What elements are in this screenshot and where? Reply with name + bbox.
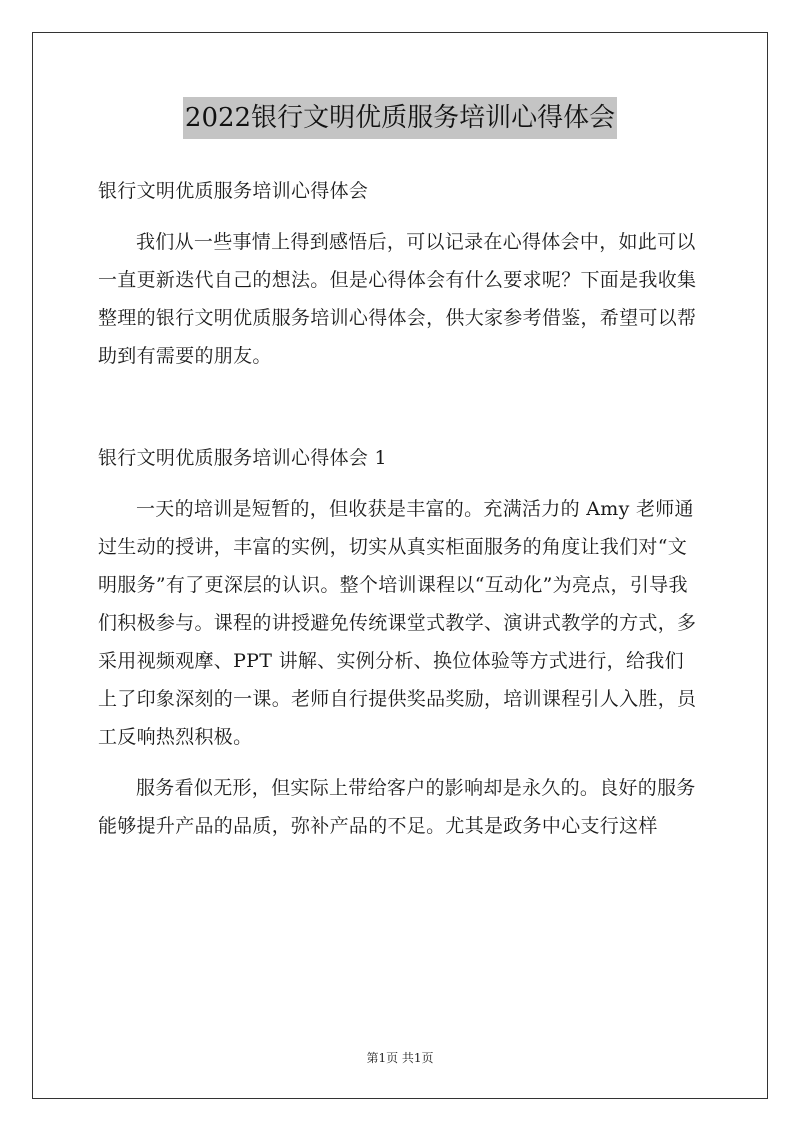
document-subtitle: 银行文明优质服务培训心得体会 (98, 180, 369, 202)
document-title: 2022银行文明优质服务培训心得体会 (183, 97, 617, 139)
title-container (0, 97, 800, 139)
page-footer: 第1页 共1页 (366, 1051, 434, 1065)
document-body (98, 172, 702, 845)
intro-paragraph: 我们从一些事情上得到感悟后，可以记录在心得体会中，如此可以一直更新迭代自己的想法。但是心得体会有什么要求呢？下面是我收集整理的银行文明优质服务培训心得体会，供大家参考借鉴，希望可以帮助到有需要的朋友。 (98, 231, 697, 367)
section1-paragraph-2: 服务看似无形，但实际上带给客户的影响却是永久的。良好的服务能够提升产品的品质，弥补产品的不足。尤其是政务中心支行这样 (98, 777, 696, 837)
section-heading-1: 银行文明优质服务培训心得体会 1 (98, 447, 387, 469)
section1-paragraph-1: 一天的培训是短暂的，但收获是丰富的。充满活力的 Amy 老师通过生动的授讲，丰富的实例，切实从真实柜面服务的角度让我们对“文明服务”有了更深层的认识。整个培训课程以“互动化”为亮点，引导我们积极参与。课程的讲授避免传统课堂式教学、演讲式教学的方式，多采用视频观摩、PPT 讲解、实例分析、换位体验等方式进行，给我们上了印象深刻的一课。老师自行提供奖品奖励，培训课程引人入胜，员工反响热烈积极。 (98, 498, 697, 748)
